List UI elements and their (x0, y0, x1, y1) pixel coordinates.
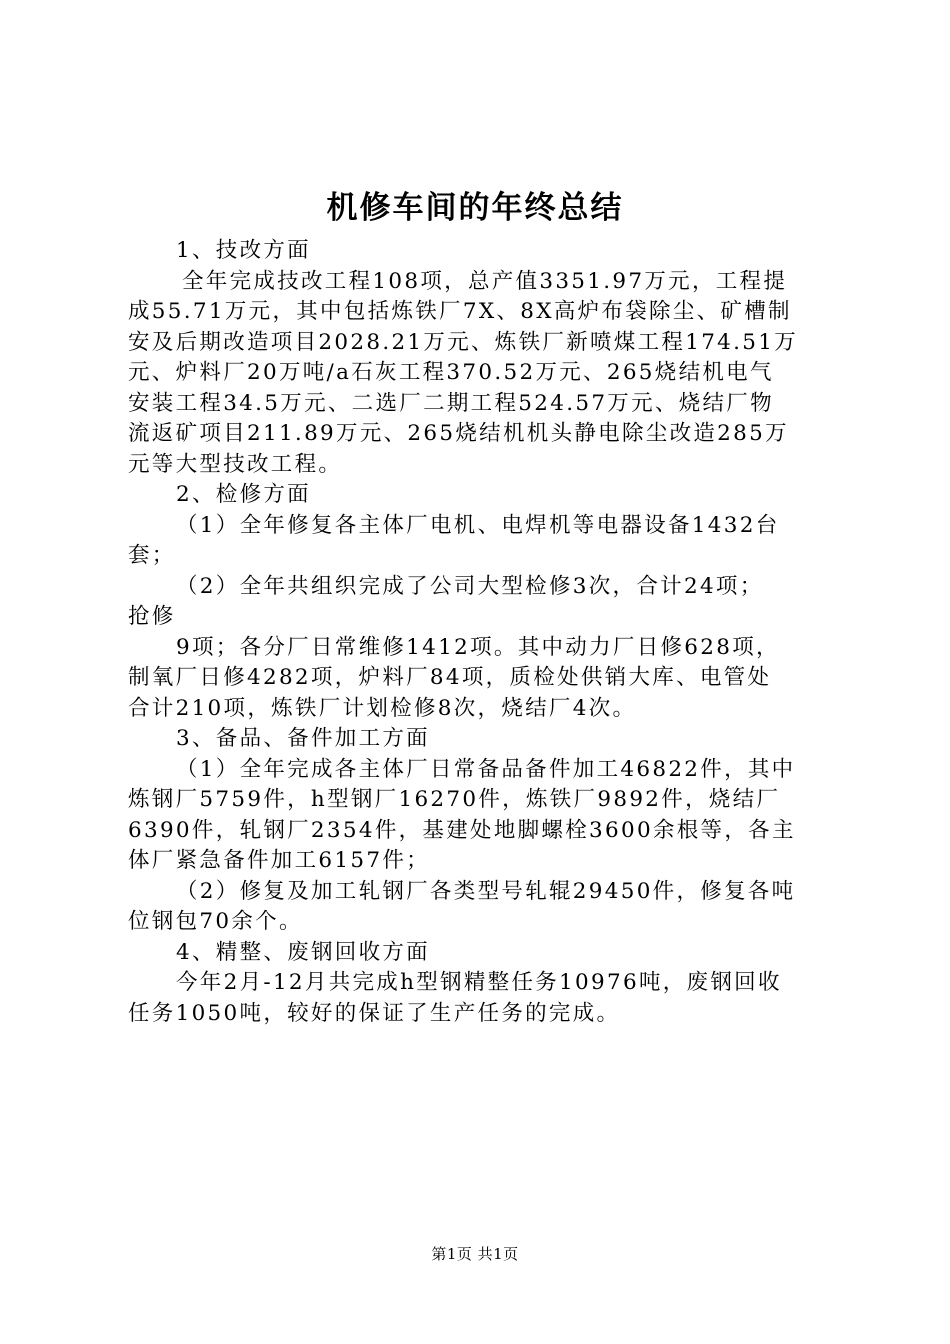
paragraph-line: 安及后期改造项目2028.21万元、炼铁厂新喷煤工程174.51万 (128, 329, 799, 355)
section-heading: 1、技改方面 (176, 238, 311, 263)
page-footer: 第1页 共1页 (431, 1245, 519, 1263)
paragraph-line: 流返矿项目211.89万元、265烧结机机头静电除尘改造285万 (128, 421, 789, 446)
paragraph-line: 合计210项，炼铁厂计划检修8次，烧结厂4次。 (128, 695, 637, 721)
paragraph-line: 元、炉料厂20万吨/a石灰工程370.52万元、265烧结机电气 (128, 360, 774, 385)
paragraph-line: 今年2月-12月共完成h型钢精整任务10976吨，废钢回收 (176, 970, 782, 995)
paragraph-line: 体厂紧急备件加工6157件； (128, 848, 430, 873)
paragraph-line: 成55.71万元，其中包括炼铁厂7X、8X高炉布袋除尘、矿槽制 (128, 299, 792, 324)
paragraph-line: 位钢包70余个。 (128, 909, 303, 934)
paragraph-line: （1）全年完成各主体厂日常备品备件加工46822件，其中 (176, 756, 796, 782)
paragraph-line: 炼钢厂5759件，h型钢厂16270件，炼铁厂9892件，烧结厂 (128, 787, 781, 812)
section-heading: 2、检修方面 (176, 482, 311, 507)
paragraph-line: 制氧厂日修4282项，炉料厂84项，质检处供销大库、电管处 (128, 665, 772, 690)
paragraph-line: （2）全年共组织完成了公司大型检修3次，合计24项； (176, 573, 764, 599)
paragraph-line: 全年完成技改工程108项，总产值3351.97万元，工程提 (182, 268, 788, 294)
paragraph-line: 6390件，轧钢厂2354件，基建处地脚螺栓3600余根等，各主 (128, 817, 796, 843)
paragraph-line: 抢修 (128, 604, 176, 629)
paragraph-line: 安装工程34.5万元、二选厂二期工程524.57万元、烧结厂物 (128, 390, 774, 416)
section-heading: 4、精整、废钢回收方面 (176, 939, 430, 965)
paragraph-line: 套； (128, 543, 176, 568)
document-body (128, 236, 834, 1029)
paragraph-line: 元等大型技改工程。 (128, 451, 343, 477)
paragraph-line: （2）修复及加工轧钢厂各类型号轧辊29450件，修复各吨 (176, 878, 796, 904)
paragraph-line: （1）全年修复各主体厂电机、电焊机等电器设备1432台 (176, 512, 780, 538)
paragraph-line: 9项；各分厂日常维修1412项。其中动力厂日修628项， (176, 634, 780, 660)
paragraph-line: 任务1050吨，较好的保证了生产任务的完成。 (128, 1000, 621, 1026)
document-title: 机修车间的年终总结 (326, 190, 624, 226)
section-heading: 3、备品、备件加工方面 (176, 726, 430, 751)
